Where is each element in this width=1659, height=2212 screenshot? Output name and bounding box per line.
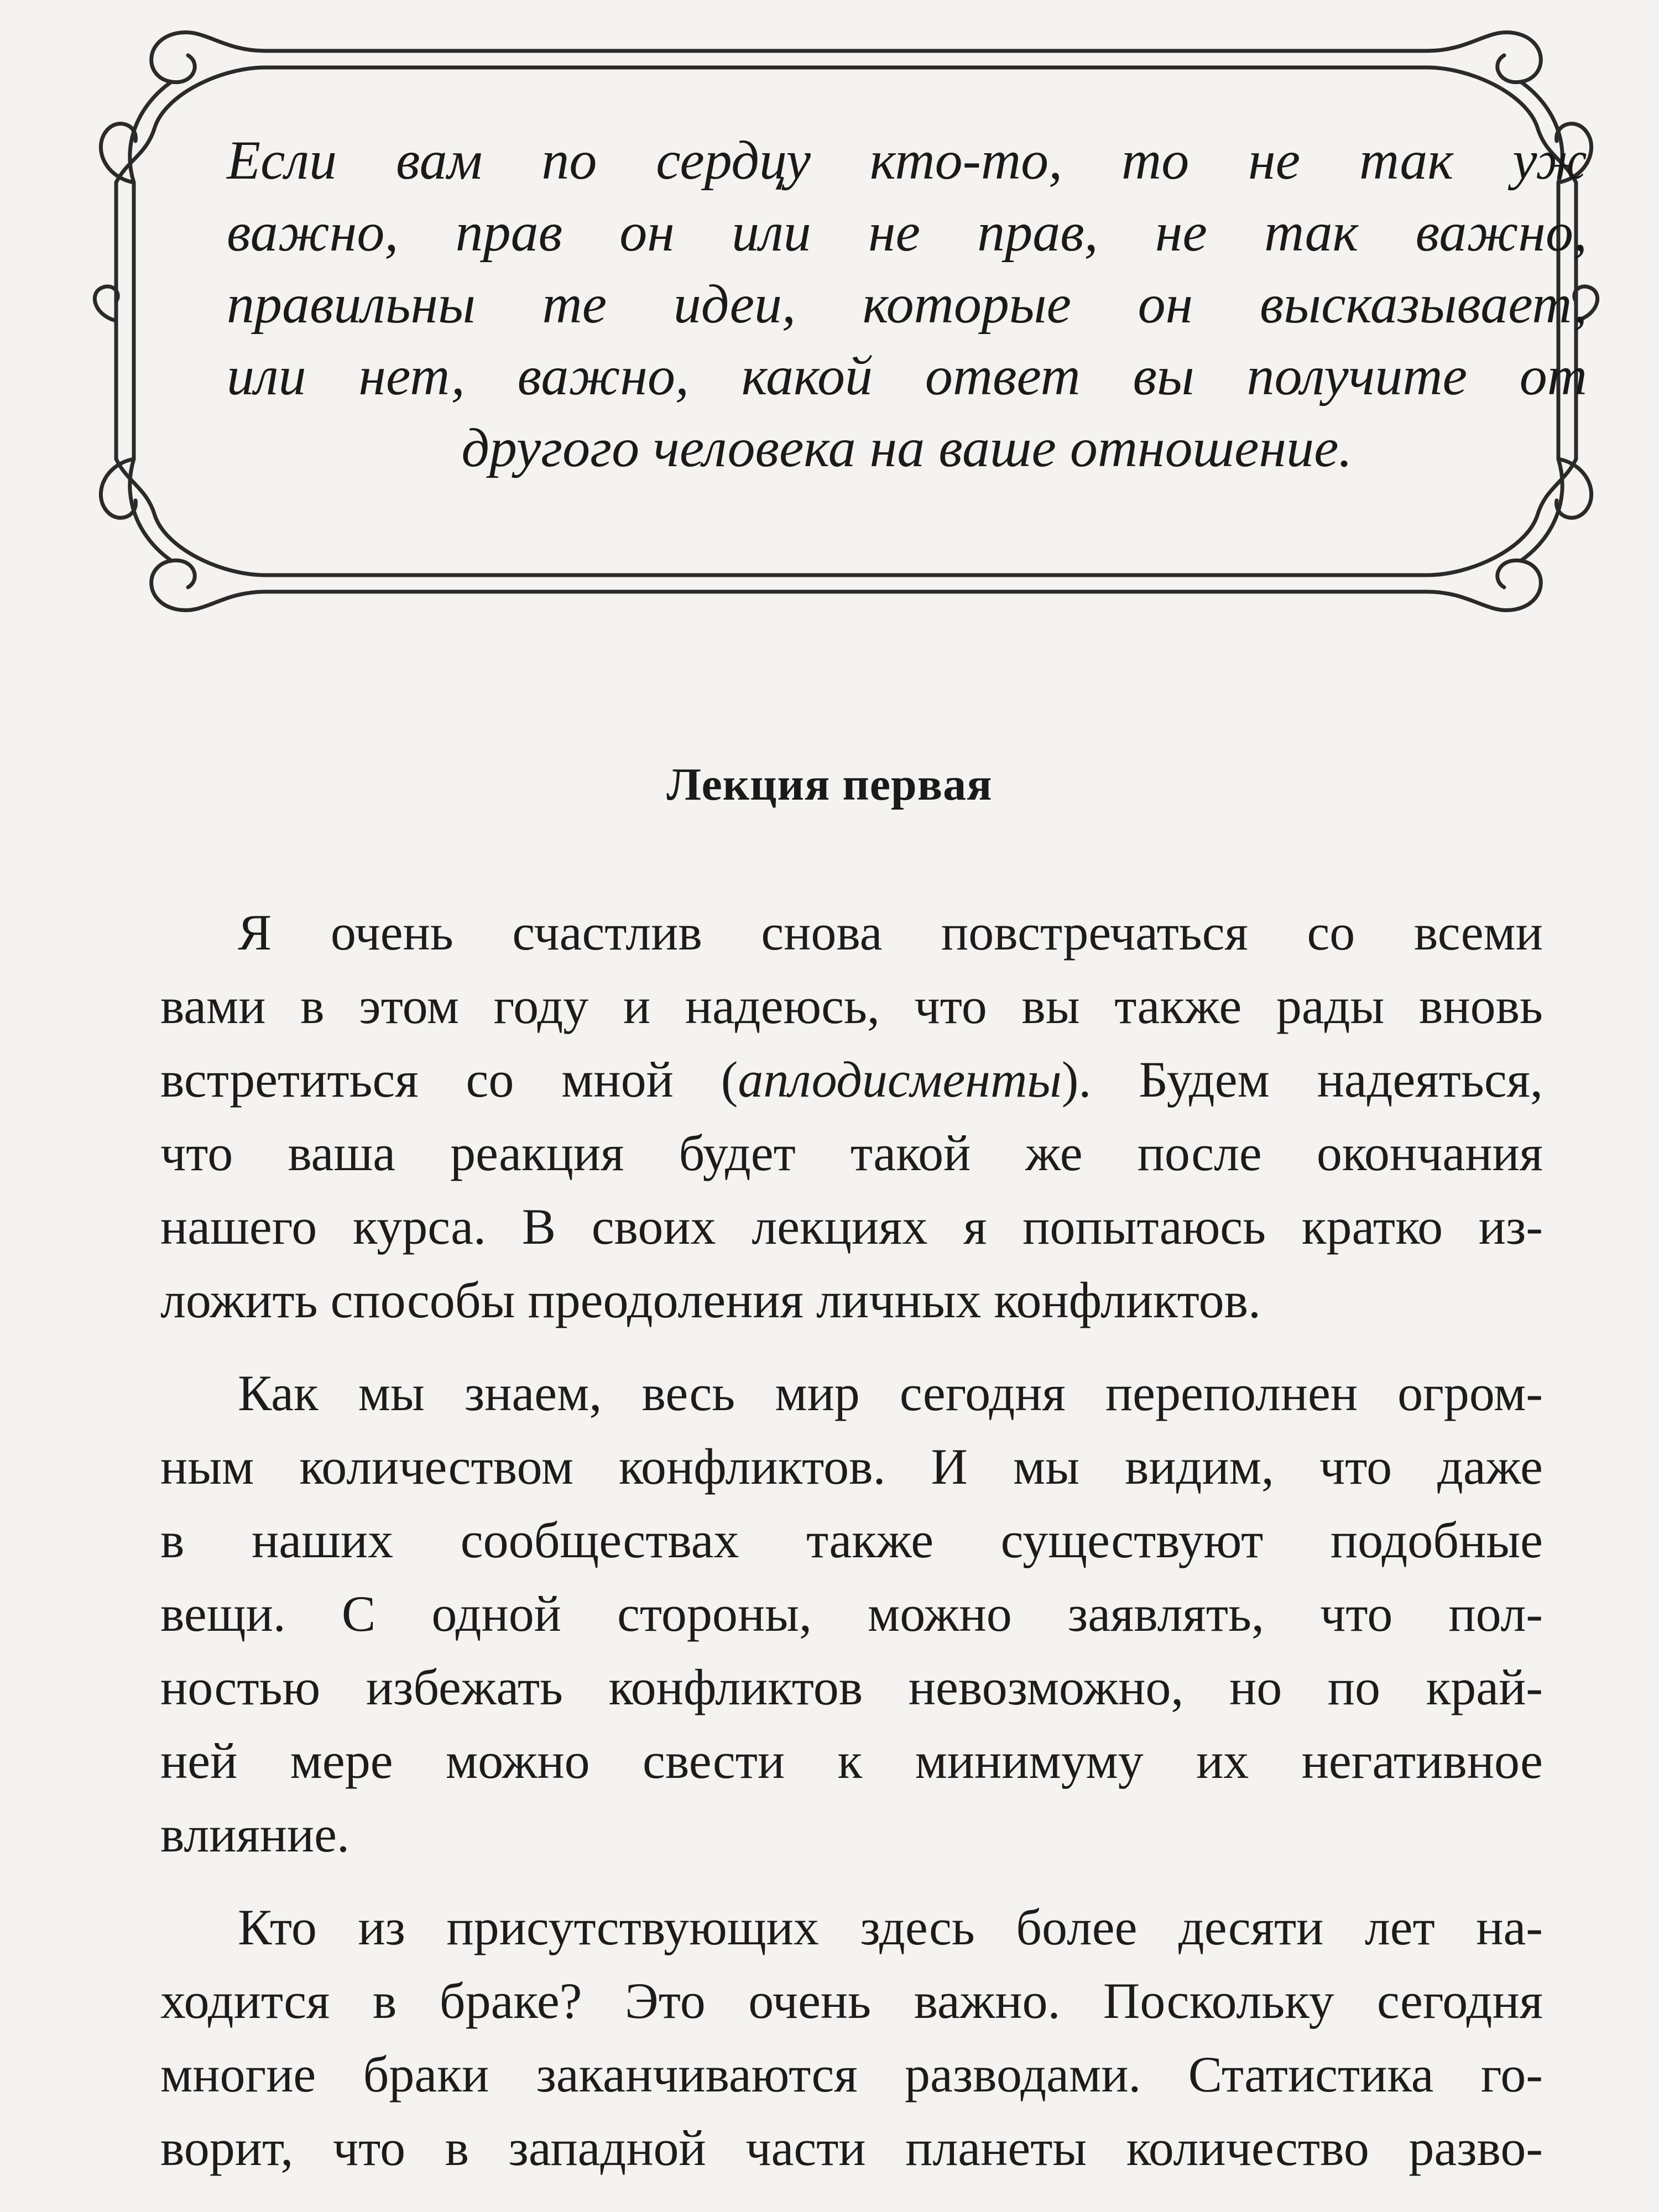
lecture-heading: Лекция первая [666,759,993,810]
text-line: в наших сообществах также существуют подобные [160,1512,1543,1568]
italic-remark: аплодисменты [738,1051,1062,1108]
quote-line: или нет, важно, какой ответ вы получите от [227,345,1587,406]
paragraph [160,1357,1543,1871]
quote-line: правильны те идеи, которые он высказывает, [227,273,1587,335]
text-fragment: встретиться со мной ( [160,1051,738,1108]
lecture-body [160,896,1543,2204]
paragraph [160,1891,1543,2185]
text-line: Я очень счастлив снова повстречаться со всеми [238,904,1543,961]
text-line: нашего курса. В своих лекциях я попытаюсь кратко из- [160,1198,1543,1255]
text-line: ходится в браке? Это очень важно. Поскольку сегодня [160,1973,1543,2029]
text-line: влияние. [160,1806,349,1863]
text-line: многие браки заканчиваются разводами. Статистика го- [160,2046,1543,2103]
quote-line: Если вам по сердцу кто-то, то не так уж [227,129,1587,191]
quote-line: другого человека на ваше отношение. [461,417,1353,478]
paragraph [160,896,1543,1337]
epigraph-quote [227,124,1587,484]
text-fragment: ). Будем надеяться, [1061,1051,1543,1108]
text-line: ней мере можно свести к минимуму их негативное [160,1733,1543,1789]
text-line: что ваша реакция будет такой же после окончания [160,1125,1543,1181]
text-line: вещи. С одной стороны, можно заявлять, что пол- [160,1585,1543,1642]
text-line: Кто из присутствующих здесь более десяти лет на- [238,1899,1543,1955]
text-line: вами в этом году и надеюсь, что вы также рады вновь [160,978,1543,1034]
quote-line: важно, прав он или не прав, не так важно, [227,201,1587,263]
text-line: ворит, что в западной части планеты количество разво- [160,2120,1543,2176]
text-line [160,1043,1543,1117]
quote-frame [83,17,1609,625]
text-line: ностью избежать конфликтов невозможно, но по край- [160,1659,1543,1715]
text-line: ным количеством конфликтов. И мы видим, что даже [160,1438,1543,1495]
text-line: ложить способы преодоления личных конфликтов. [160,1272,1261,1328]
text-line: Как мы знаем, весь мир сегодня переполнен огром- [238,1365,1543,1421]
